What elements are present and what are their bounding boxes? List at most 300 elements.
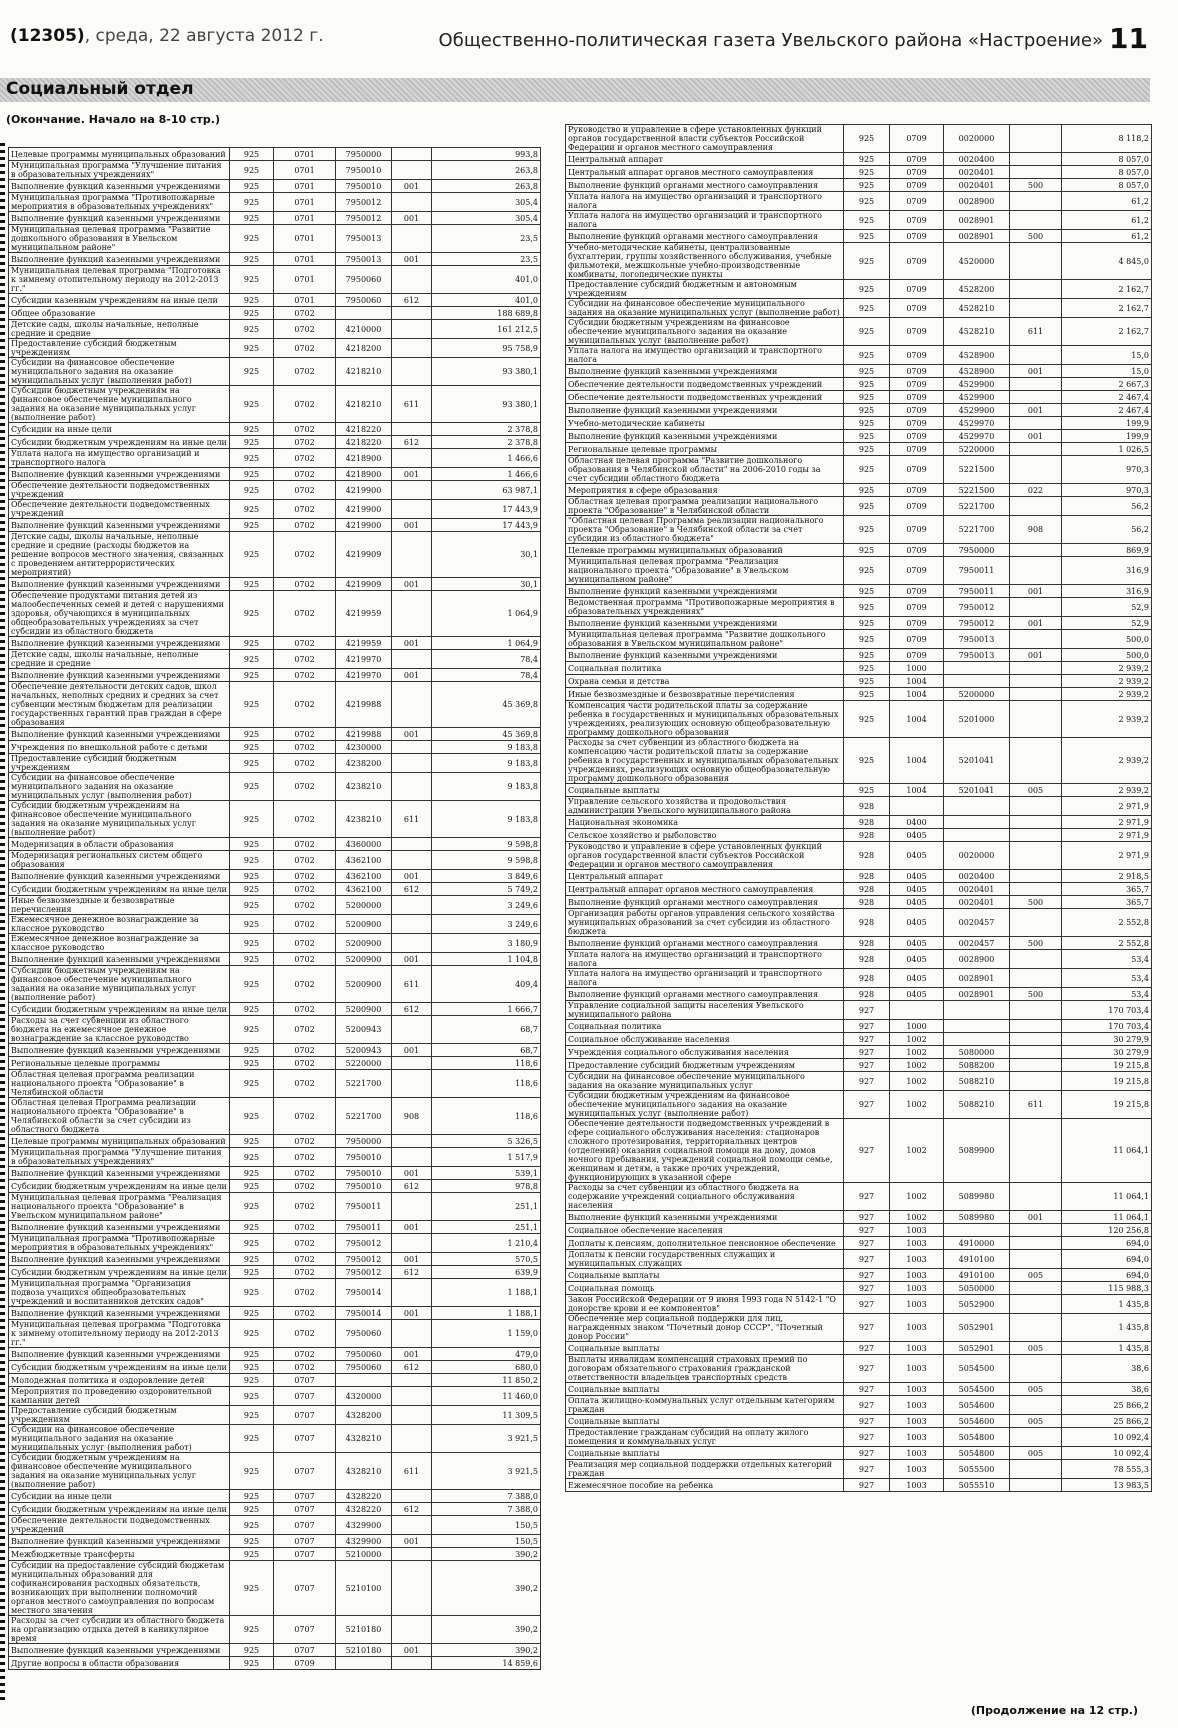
row-name: Расходы за счет субсидии из областного бюджета на организацию отдыха детей в каникулярное время [9,1616,230,1644]
row-name: Выполнение функций казенными учреждениями [9,468,230,481]
row-kind [1010,675,1062,688]
row-ministry: 927 [844,1383,890,1396]
row-name: Ежемесячное пособие на ребенка [566,1479,844,1492]
row-name: Общее образование [9,307,230,320]
row-article: 7950012 [336,1234,392,1253]
row-name: Обеспечение деятельности подведомственных учреждений [566,378,844,391]
row-name: Выполнение функций казенными учреждениями [9,953,230,966]
row-kind: 500 [1010,179,1062,192]
table-row [9,838,541,851]
row-kind: 611 [1010,318,1062,346]
row-section: 1004 [890,688,944,701]
row-ministry: 925 [230,1561,274,1616]
row-section: 0701 [274,266,336,294]
row-name: Областная целевая программа реализации национального проекта "Образование" в Челябинской области [9,1070,230,1098]
row-amount: 479,0 [432,1348,541,1361]
row-name: Оплата жилищно-коммунальных услуг отдельным категориям граждан [566,1396,844,1415]
row-kind [1010,738,1062,784]
row-section: 0702 [274,1279,336,1307]
row-name: Обеспечение продуктами питания детей из малообеспеченных семей и детей с нарушениями здоровья, обучающихся в муниципальных общеобразовательных учреждениях за счет субсидии из областного бюджета [9,591,230,637]
row-amount: 1 188,1 [432,1279,541,1307]
row-article: 4362100 [336,851,392,870]
row-article [944,1033,1010,1046]
row-name: Региональные целевые программы [9,1057,230,1070]
row-kind: 001 [392,180,432,193]
row-section: 0707 [274,1548,336,1561]
row-amount: 78,4 [432,669,541,682]
table-row [9,423,541,436]
table-row [9,1307,541,1320]
row-ministry: 925 [230,637,274,650]
row-ministry: 925 [230,161,274,180]
row-ministry: 925 [844,346,890,365]
row-article: 5210100 [336,1561,392,1616]
row-amount: 11 064,1 [1062,1211,1152,1224]
row-amount: 390,2 [432,1644,541,1657]
row-section: 1002 [890,1119,944,1183]
table-row [566,950,1152,969]
row-amount: 500,0 [1062,649,1152,662]
row-ministry: 925 [230,180,274,193]
row-ministry: 925 [230,934,274,953]
row-amount: 993,8 [432,148,541,161]
table-row [9,1406,541,1425]
row-article: 7950060 [336,294,392,307]
table-row [566,1355,1152,1383]
row-article: 4219970 [336,650,392,669]
row-kind [1010,1046,1062,1059]
row-name: Социальные выплаты [566,784,844,797]
row-kind [392,1561,432,1616]
row-kind [392,532,432,578]
row-kind [1010,1059,1062,1072]
row-amount: 17 443,9 [432,500,541,519]
row-name: Обеспечение деятельности подведомственных учреждений в сфере социального обслуживания населения: стационаров сложного протезирования, территориальных центров (отделений) оказания социальной помощи на дому, домов ночного пребывания, учреждений социальной помощи семье, женщинам и детям, а также прочих учреждений, функционирующих в указанной сфере [566,1119,844,1183]
table-row [9,591,541,637]
row-kind: 500 [1010,937,1062,950]
row-section: 0702 [274,591,336,637]
row-section: 0702 [274,386,336,423]
row-ministry: 925 [230,669,274,682]
row-name: Мероприятия по проведению оздоровительной кампании детей [9,1387,230,1406]
row-kind [1010,153,1062,166]
row-name: Обеспечение деятельности подведомственных учреждений [566,391,844,404]
row-section: 0405 [890,842,944,870]
row-name: Выполнение функций органами местного самоуправления [566,179,844,192]
row-amount: 53,4 [1062,950,1152,969]
row-name: Предоставление субсидий бюджетным и автономным учреждениям [566,280,844,299]
row-section: 1003 [890,1269,944,1282]
row-section: 0707 [274,1503,336,1516]
row-kind: 001 [392,519,432,532]
row-section: 1002 [890,1211,944,1224]
row-ministry: 925 [230,682,274,728]
row-name: Выполнение функций казенными учреждениями [566,617,844,630]
row-ministry: 925 [230,870,274,883]
page-number: 11 [1109,22,1148,55]
row-section: 0709 [890,230,944,243]
row-kind [392,682,432,728]
row-kind [392,650,432,669]
row-article: 7950011 [336,1221,392,1234]
row-section: 0707 [274,1535,336,1548]
row-amount: 68,7 [432,1044,541,1057]
row-amount: 680,0 [432,1361,541,1374]
row-ministry: 925 [230,1307,274,1320]
row-kind [1010,1396,1062,1415]
row-amount: 8 118,2 [1062,125,1152,153]
row-amount: 19 215,8 [1062,1072,1152,1091]
table-row [566,192,1152,211]
row-ministry: 925 [844,784,890,797]
row-section: 0702 [274,801,336,838]
row-section: 0702 [274,358,336,386]
row-article: 4219970 [336,669,392,682]
row-article: 4329900 [336,1535,392,1548]
row-name: Центральный аппарат органов местного самоуправления [566,883,844,896]
row-name: Обеспечение деятельности детских садов, школ начальных, неполных средних и средних за счет субвенции местным бюджетам для реализации государственных гарантий прав граждан в сфере образования [9,682,230,728]
row-article: 5201041 [944,738,1010,784]
row-name: Детские сады, школы начальные, неполные средние и средние [9,320,230,339]
row-name: Социальные выплаты [566,1342,844,1355]
table-row [9,266,541,294]
table-row [566,404,1152,417]
row-amount: 539,1 [432,1167,541,1180]
row-amount: 1 210,4 [432,1234,541,1253]
row-ministry: 925 [230,449,274,468]
row-kind [1010,842,1062,870]
row-amount: 3 921,5 [432,1453,541,1490]
table-row [9,180,541,193]
row-kind [392,320,432,339]
row-section: 0405 [890,969,944,988]
row-kind [392,1016,432,1044]
table-row [566,1295,1152,1314]
row-kind [1010,688,1062,701]
row-kind: 611 [1010,1091,1062,1119]
row-article: 4529900 [944,404,1010,417]
row-ministry: 928 [844,870,890,883]
row-kind: 612 [392,1361,432,1374]
row-name: Выполнение функций казенными учреждениями [9,1644,230,1657]
row-ministry: 925 [230,728,274,741]
table-row [566,484,1152,497]
table-row [566,662,1152,675]
row-ministry: 925 [230,532,274,578]
table-row [566,1479,1152,1492]
row-section: 0707 [274,1453,336,1490]
row-kind [1010,829,1062,842]
row-kind [392,1387,432,1406]
table-row [566,1269,1152,1282]
table-row [9,1320,541,1348]
table-row [566,1119,1152,1183]
row-kind [392,915,432,934]
row-ministry: 927 [844,1211,890,1224]
row-kind: 001 [392,728,432,741]
row-article: 5201041 [944,784,1010,797]
row-ministry: 925 [844,179,890,192]
row-section: 0709 [890,391,944,404]
row-amount: 17 443,9 [432,519,541,532]
table-row [9,1016,541,1044]
row-kind: 612 [392,294,432,307]
row-section: 0709 [890,557,944,585]
row-section: 0707 [274,1516,336,1535]
row-name: Руководство и управление в сфере установленных функций органов государственной власти субъектов Российской Федерации и органов местного самоуправления [566,842,844,870]
row-kind: 001 [392,637,432,650]
row-name: Целевые программы муниципальных образований [566,544,844,557]
row-amount: 251,1 [432,1221,541,1234]
table-row [566,649,1152,662]
row-article: 4230000 [336,741,392,754]
row-article: 5089900 [944,1119,1010,1183]
row-ministry: 927 [844,1396,890,1415]
row-amount: 2 939,2 [1062,662,1152,675]
row-article [944,816,1010,829]
table-row [9,966,541,1003]
row-name: Охрана семьи и детства [566,675,844,688]
row-section: 1003 [890,1479,944,1492]
row-ministry: 925 [230,193,274,212]
row-article: 4529970 [944,430,1010,443]
row-article: 4219988 [336,682,392,728]
row-name: Центральный аппарат [566,870,844,883]
row-kind: 611 [392,966,432,1003]
row-name: Предоставление субсидий бюджетным учреждениям [9,1406,230,1425]
table-row [9,896,541,915]
table-row [566,211,1152,230]
row-section: 0702 [274,851,336,870]
row-amount: 53,4 [1062,988,1152,1001]
row-ministry: 925 [230,1098,274,1135]
row-name: Управление социальной защиты населения Увельского муниципального района [566,1001,844,1020]
row-ministry: 925 [844,417,890,430]
row-article: 7950060 [336,1320,392,1348]
table-row [566,988,1152,1001]
row-amount: 2 918,5 [1062,870,1152,883]
row-article: 7950014 [336,1307,392,1320]
row-name: Ведомственная программа "Противопожарные мероприятия в образовательных учреждениях" [566,598,844,617]
row-name: Модернизация в области образования [9,838,230,851]
row-section: 0702 [274,1193,336,1221]
row-article: 5052901 [944,1342,1010,1355]
row-kind: 612 [392,1003,432,1016]
row-amount: 63 987,1 [432,481,541,500]
row-amount: 15,0 [1062,365,1152,378]
row-amount: 263,8 [432,161,541,180]
row-name: Доплаты к пенсии государственных служащих и муниципальных служащих [566,1250,844,1269]
row-section: 0405 [890,870,944,883]
row-kind: 001 [392,212,432,225]
row-article: 4910100 [944,1269,1010,1282]
row-kind: 005 [1010,1342,1062,1355]
table-row [9,741,541,754]
table-row [9,851,541,870]
row-section: 0709 [890,443,944,456]
row-name: Субсидии бюджетным учреждениям на иные цели [9,1180,230,1193]
row-section: 0709 [890,280,944,299]
row-ministry: 925 [844,630,890,649]
row-kind: 908 [392,1098,432,1135]
row-kind [392,741,432,754]
row-section: 1002 [890,1183,944,1211]
row-amount: 25 866,2 [1062,1396,1152,1415]
row-amount: 2 378,8 [432,423,541,436]
row-amount: 2 162,7 [1062,280,1152,299]
row-article: 5200900 [336,966,392,1003]
row-name: Предоставление субсидий бюджетным учреждениям [9,754,230,773]
row-name: Выполнение функций казенными учреждениями [9,1348,230,1361]
row-kind [1010,1282,1062,1295]
row-kind: 908 [1010,516,1062,544]
row-article: 0020457 [944,937,1010,950]
row-article: 4910100 [944,1250,1010,1269]
row-ministry: 925 [230,1266,274,1279]
table-row [9,1098,541,1135]
row-article: 4528900 [944,346,1010,365]
row-name: Выполнение функций казенными учреждениями [9,1535,230,1548]
row-kind: 001 [392,1167,432,1180]
continuation-note: (Окончание. Начало на 8-10 стр.) [6,113,220,126]
table-row [566,299,1152,318]
table-row [9,1057,541,1070]
row-amount: 2 552,8 [1062,909,1152,937]
row-section: 0709 [890,299,944,318]
row-article: 4520000 [944,243,1010,280]
row-ministry: 925 [230,468,274,481]
row-section: 0707 [274,1387,336,1406]
row-article: 4528210 [944,299,1010,318]
row-article: 4219900 [336,519,392,532]
row-article: 0020400 [944,153,1010,166]
torn-edge [0,140,5,1700]
row-article: 5088200 [944,1059,1010,1072]
table-row [566,1046,1152,1059]
row-article: 7950010 [336,161,392,180]
row-section: 0709 [890,430,944,443]
row-ministry: 927 [844,1237,890,1250]
row-amount: 2 667,3 [1062,378,1152,391]
row-name: Субсидии на иные цели [9,423,230,436]
row-kind [1010,598,1062,617]
row-amount: 2 467,4 [1062,391,1152,404]
row-kind [1010,797,1062,816]
row-section: 0702 [274,1044,336,1057]
row-name: Выполнение функций казенными учреждениями [9,1253,230,1266]
row-name: Целевые программы муниципальных образований [9,1135,230,1148]
table-row [566,365,1152,378]
table-row [9,1148,541,1167]
row-amount: 52,9 [1062,617,1152,630]
table-row [9,801,541,838]
row-section: 0702 [274,953,336,966]
row-article: 0028900 [944,950,1010,969]
table-row [566,969,1152,988]
row-amount: 10 092,4 [1062,1428,1152,1447]
row-amount: 188 689,8 [432,307,541,320]
row-kind [392,1548,432,1561]
row-section: 0709 [890,378,944,391]
row-section: 0701 [274,225,336,253]
table-row [566,516,1152,544]
row-kind [1010,1295,1062,1314]
row-ministry: 925 [230,1221,274,1234]
row-amount: 500,0 [1062,630,1152,649]
row-kind: 005 [1010,1447,1062,1460]
row-ministry: 928 [844,969,890,988]
row-kind [1010,211,1062,230]
row-name: Иные безвозмездные и безвозвратные перечисления [9,896,230,915]
row-ministry: 925 [844,598,890,617]
row-amount: 3 249,6 [432,896,541,915]
row-amount: 2 378,8 [432,436,541,449]
row-name: Выполнение функций казенными учреждениями [9,212,230,225]
row-article: 7950011 [944,557,1010,585]
table-row [9,253,541,266]
row-amount: 118,6 [432,1057,541,1070]
row-kind [1010,1460,1062,1479]
row-ministry: 927 [844,1295,890,1314]
row-name: Социальные выплаты [566,1415,844,1428]
row-article: 0020000 [944,842,1010,870]
row-name: Субсидии бюджетным учреждениям на иные цели [9,1361,230,1374]
row-article: 7950011 [336,1193,392,1221]
row-ministry: 927 [844,1224,890,1237]
row-amount: 5 749,2 [432,883,541,896]
row-article: 4328210 [336,1425,392,1453]
row-amount: 30,1 [432,532,541,578]
row-name: Обеспечение деятельности подведомственных учреждений [9,500,230,519]
row-amount: 2 939,2 [1062,701,1152,738]
row-section: 0702 [274,637,336,650]
row-name: Уплата налога на имущество организаций и транспортного налога [566,211,844,230]
row-ministry: 927 [844,1001,890,1020]
row-ministry: 925 [230,896,274,915]
row-kind [1010,166,1062,179]
row-article: 7950013 [336,225,392,253]
row-ministry: 925 [230,1657,274,1670]
row-section: 0709 [890,456,944,484]
row-ministry: 925 [844,701,890,738]
row-section: 0405 [890,829,944,842]
table-row [9,148,541,161]
row-article: 5200900 [336,953,392,966]
row-kind [1010,701,1062,738]
row-article: 4528210 [944,318,1010,346]
row-ministry: 925 [844,675,890,688]
row-amount: 1 435,8 [1062,1314,1152,1342]
row-article: 7950060 [336,1348,392,1361]
row-article: 4218200 [336,339,392,358]
row-ministry: 925 [230,883,274,896]
row-amount: 1 435,8 [1062,1342,1152,1355]
row-ministry: 925 [844,497,890,516]
row-article: 4238210 [336,773,392,801]
row-amount: 1 064,9 [432,637,541,650]
row-article: 5088210 [944,1072,1010,1091]
row-article: 0020401 [944,166,1010,179]
row-ministry: 925 [844,443,890,456]
table-row [9,915,541,934]
table-row [566,230,1152,243]
row-article: 4218220 [336,436,392,449]
row-section: 0701 [274,294,336,307]
row-article: 7950060 [336,266,392,294]
row-amount: 9 598,8 [432,851,541,870]
row-name: Выполнение функций казенными учреждениями [566,649,844,662]
row-amount: 970,3 [1062,456,1152,484]
